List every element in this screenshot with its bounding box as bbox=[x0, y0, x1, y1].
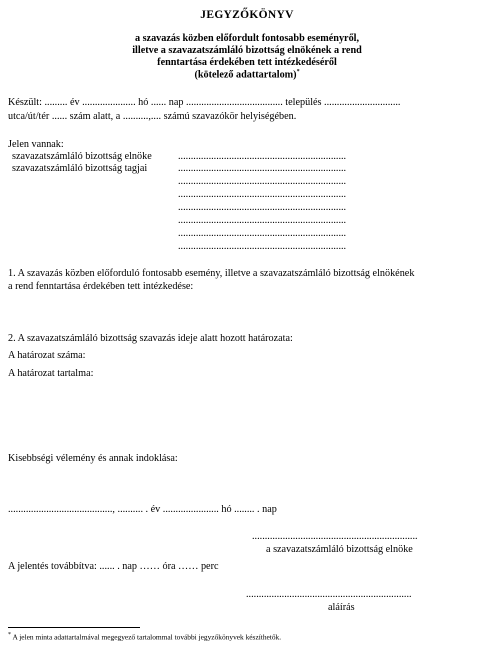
footnote-separator bbox=[8, 627, 140, 628]
present-dots-8: .................................................................. bbox=[178, 241, 347, 252]
section2-heading: 2. A szavazatszámláló bizottság szavazás ideje alatt hozott határozata: bbox=[8, 333, 293, 344]
present-dots-5: .................................................................. bbox=[178, 202, 347, 213]
signature-label: aláírás bbox=[328, 602, 355, 613]
resolution-content-label: A határozat tartalma: bbox=[8, 368, 94, 379]
subtitle-footnote-mark: * bbox=[296, 69, 300, 75]
present-heading: Jelen vannak: bbox=[8, 139, 64, 150]
present-dots-7: .................................................................. bbox=[178, 228, 347, 239]
chair-signature-label: a szavazatszámláló bizottság elnöke bbox=[266, 544, 413, 555]
section1-line-2: a rend fenntartása érdekében tett intézkedése: bbox=[8, 281, 194, 292]
footnote-text: A jelen minta adattartalmával megegyező tartalommal további jegyzőkönyvek készíthetők. bbox=[12, 632, 282, 642]
intro-line-1: Készült: ......... év ..................... hó ...... nap ...................................... település .............................. bbox=[8, 97, 401, 108]
chair-label: szavazatszámláló bizottság elnöke bbox=[12, 151, 152, 162]
subtitle-line-4-text: (kötelező adattartalom) bbox=[194, 69, 297, 81]
chair-signature-dots: ................................................................. bbox=[252, 531, 418, 542]
subtitle-line-1: a szavazás közben előfordult fontosabb eseményről, bbox=[134, 33, 360, 44]
footnote-mark: * bbox=[8, 632, 11, 638]
resolution-number-label: A határozat száma: bbox=[8, 350, 86, 361]
signature-dots: ................................................................. bbox=[246, 589, 412, 600]
section1-line-1: 1. A szavazás közben előforduló fontosabb esemény, illetve a szavazatszámláló bizottság elnökének bbox=[8, 268, 415, 279]
subtitle-line-3: fenntartása érdekében tett intézkedéséről bbox=[157, 57, 337, 68]
present-dots-4: .................................................................. bbox=[178, 189, 347, 200]
date-line: ........................................., .......... . év ...................... hó ........ . nap bbox=[8, 504, 277, 515]
footnote bbox=[8, 632, 281, 642]
present-dots-6: .................................................................. bbox=[178, 215, 347, 226]
subtitle-line-2: illetve a szavazatszámláló bizottság elnökének a rend bbox=[132, 45, 362, 56]
present-dots-3: .................................................................. bbox=[178, 176, 347, 187]
subtitle-line-4 bbox=[0, 69, 494, 82]
document-title: JEGYZŐKÖNYV bbox=[200, 9, 294, 21]
forwarded-line: A jelentés továbbítva: ...... . nap …… óra …… perc bbox=[8, 561, 219, 572]
present-dots-1: .................................................................. bbox=[178, 151, 347, 162]
intro-line-2: utca/út/tér ...... szám alatt, a ..........,.... számú szavazókör helyiségében. bbox=[8, 111, 297, 122]
minority-opinion-label: Kisebbségi vélemény és annak indoklása: bbox=[8, 453, 178, 464]
present-dots-2: .................................................................. bbox=[178, 163, 347, 174]
members-label: szavazatszámláló bizottság tagjai bbox=[12, 163, 148, 174]
